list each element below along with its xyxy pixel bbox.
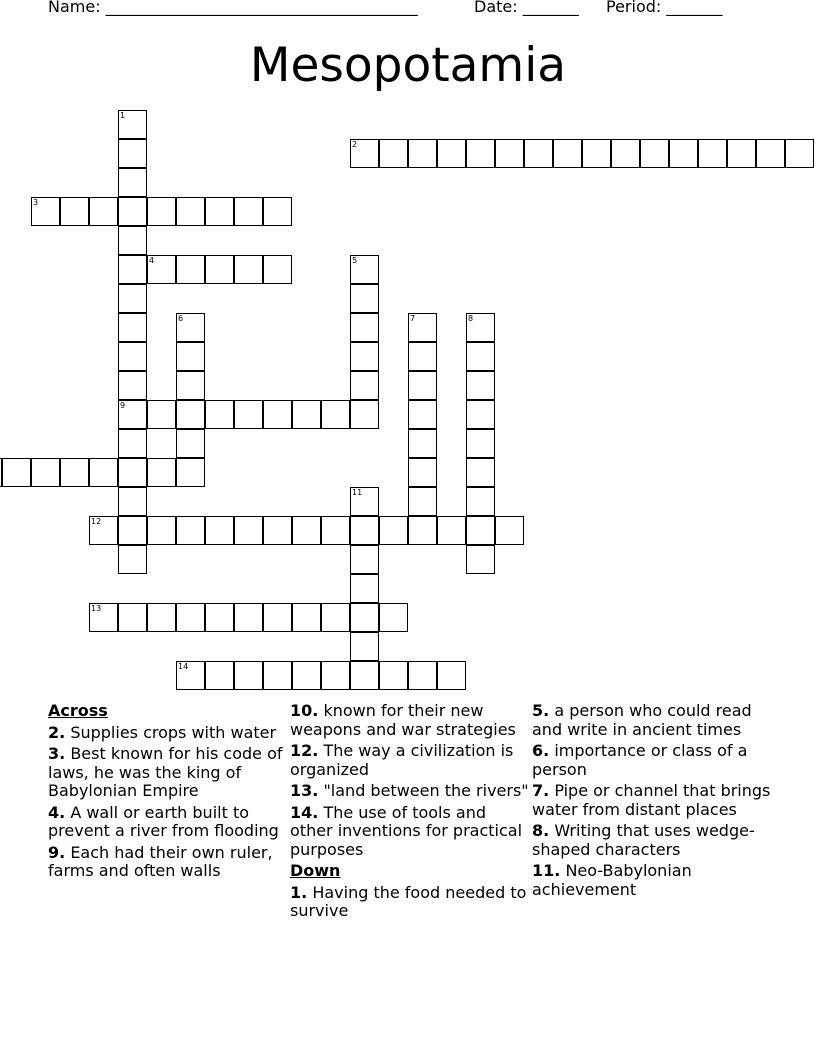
crossword-cell[interactable] [263,603,292,632]
clues-column-2 [290,702,530,924]
crossword-cell[interactable] [147,458,176,487]
clue-number: 13 [91,604,102,613]
name-field-label: Name: _______________________________________ [48,0,418,16]
clue-across-10: 10. known for their new weapons and war strategies [290,701,516,739]
down-heading: Down [290,861,341,880]
crossword-cell[interactable] [176,516,205,545]
crossword-cell[interactable] [118,487,147,516]
clue-across-3: 3. Best known for his code of laws, he was the king of Babylonian Empire [48,744,283,800]
crossword-cell[interactable] [118,458,147,487]
crossword-cell[interactable] [118,139,147,168]
crossword-cell[interactable] [176,371,205,400]
crossword-cell[interactable] [466,429,495,458]
crossword-cell[interactable] [553,139,582,168]
crossword-cell[interactable] [350,516,379,545]
crossword-cell[interactable] [292,603,321,632]
clue-number: 9 [120,401,126,410]
clue-number: 5 [352,256,358,265]
crossword-cell[interactable] [205,400,234,429]
crossword-cell[interactable] [350,313,379,342]
clue-number: 14 [178,662,189,671]
crossword-cell[interactable] [350,284,379,313]
crossword-cell[interactable] [118,371,147,400]
clue-down-11: 11. Neo-Babylonian achievement [532,861,692,899]
crossword-cell[interactable] [350,487,379,516]
crossword-cell[interactable] [350,400,379,429]
crossword-cell[interactable] [350,632,379,661]
crossword-cell[interactable] [466,516,495,545]
crossword-cell[interactable] [466,342,495,371]
crossword-cell[interactable] [147,603,176,632]
crossword-cell[interactable] [89,603,118,632]
crossword-cell[interactable] [234,197,263,226]
crossword-cell[interactable] [350,661,379,690]
crossword-cell[interactable] [234,516,263,545]
crossword-cell[interactable] [176,661,205,690]
clue-number: 3 [33,198,39,207]
clues-column-3 [532,702,772,902]
crossword-cell[interactable] [408,371,437,400]
crossword-cell[interactable] [321,603,350,632]
crossword-cell[interactable] [321,661,350,690]
crossword-cell[interactable] [205,516,234,545]
crossword-cell[interactable] [350,342,379,371]
crossword-cell[interactable] [118,429,147,458]
crossword-cell[interactable] [408,313,437,342]
crossword-cell[interactable] [31,197,60,226]
crossword-cell[interactable] [466,371,495,400]
crossword-cell[interactable] [118,284,147,313]
crossword-cell[interactable] [466,458,495,487]
crossword-cell[interactable] [118,545,147,574]
clue-across-14: 14. The use of tools and other inventions for practical purposes [290,802,523,859]
clue-down-5: 5. a person who could read and write in ancient times [532,701,752,739]
crossword-cell[interactable] [379,603,408,632]
clue-across-12: 12. The way a civilization is organized [290,741,514,779]
crossword-cell[interactable] [785,139,814,168]
crossword-cell[interactable] [640,139,669,168]
crossword-cell[interactable] [176,458,205,487]
crossword-cell[interactable] [205,603,234,632]
crossword-cell[interactable] [379,516,408,545]
clue-number: 12 [91,517,102,526]
crossword-cell[interactable] [408,487,437,516]
crossword-cell[interactable] [321,400,350,429]
crossword-cell[interactable] [466,487,495,516]
date-field-label: Date: _______ [474,0,579,16]
crossword-cell[interactable] [437,516,466,545]
crossword-cell[interactable] [292,400,321,429]
crossword-cell[interactable] [176,342,205,371]
crossword-cell[interactable] [60,197,89,226]
clue-down-6: 6. importance or class of a person [532,741,748,779]
crossword-cell[interactable] [350,603,379,632]
crossword-cell[interactable] [118,400,147,429]
crossword-cell[interactable] [118,313,147,342]
crossword-cell[interactable] [669,139,698,168]
crossword-cell[interactable] [408,458,437,487]
crossword-cell[interactable] [495,139,524,168]
crossword-cell[interactable] [350,371,379,400]
crossword-cell[interactable] [292,516,321,545]
across-heading: Across [48,701,108,720]
crossword-cell[interactable] [118,197,147,226]
crossword-cell[interactable] [321,516,350,545]
crossword-cell[interactable] [147,400,176,429]
crossword-cell[interactable] [118,226,147,255]
crossword-cell[interactable] [118,110,147,139]
crossword-cell[interactable] [147,197,176,226]
crossword-cell[interactable] [350,545,379,574]
crossword-cell[interactable] [176,400,205,429]
clue-number: 4 [149,256,155,265]
crossword-cell[interactable] [176,429,205,458]
clue-across-2: 2. Supplies crops with water [48,722,277,742]
crossword-cell[interactable] [408,516,437,545]
crossword-cell[interactable] [118,255,147,284]
crossword-cell[interactable] [89,516,118,545]
crossword-cell[interactable] [263,197,292,226]
crossword-cell[interactable] [408,429,437,458]
crossword-cell[interactable] [437,661,466,690]
crossword-cell[interactable] [466,400,495,429]
crossword-cell[interactable] [205,197,234,226]
crossword-cell[interactable] [263,516,292,545]
crossword-cell[interactable] [263,400,292,429]
crossword-cell[interactable] [176,603,205,632]
clue-down-7: 7. Pipe or channel that brings water from distant places [532,781,771,819]
crossword-cell[interactable] [466,313,495,342]
crossword-cell[interactable] [408,400,437,429]
crossword-cell[interactable] [611,139,640,168]
crossword-cell[interactable] [350,255,379,284]
crossword-cell[interactable] [205,255,234,284]
crossword-cell[interactable] [176,197,205,226]
clue-down-1: 1. Having the food needed to survive [290,882,527,920]
crossword-cell[interactable] [234,603,263,632]
period-field-label: Period: _______ [606,0,723,16]
crossword-cell[interactable] [234,661,263,690]
crossword-cell[interactable] [582,139,611,168]
crossword-cell[interactable] [756,139,785,168]
clue-number: 1 [120,111,126,120]
crossword-cell[interactable] [466,545,495,574]
crossword-cell[interactable] [524,139,553,168]
clues-column-1 [48,702,288,884]
crossword-cell[interactable] [118,168,147,197]
crossword-cell[interactable] [234,255,263,284]
crossword-cell[interactable] [118,342,147,371]
crossword-cell[interactable] [292,661,321,690]
crossword-cell[interactable] [408,342,437,371]
crossword-cell[interactable] [176,255,205,284]
crossword-cell[interactable] [118,516,147,545]
crossword-cell[interactable] [89,197,118,226]
clue-across-4: 4. A wall or earth built to prevent a river from flooding [48,802,279,840]
crossword-cell[interactable] [205,661,234,690]
crossword-cell[interactable] [350,139,379,168]
clue-number: 11 [352,488,363,497]
crossword-cell[interactable] [350,574,379,603]
crossword-cell[interactable] [147,516,176,545]
crossword-cell[interactable] [263,661,292,690]
crossword-cell[interactable] [2,458,31,487]
crossword-cell[interactable] [379,661,408,690]
clue-across-13: 13. "land between the rivers" [290,781,529,800]
crossword-cell[interactable] [408,139,437,168]
crossword-cell[interactable] [437,139,466,168]
crossword-cell[interactable] [466,139,495,168]
crossword-cell[interactable] [31,458,60,487]
crossword-cell[interactable] [727,139,756,168]
crossword-cell[interactable] [118,603,147,632]
crossword-cell[interactable] [263,255,292,284]
crossword-cell[interactable] [379,139,408,168]
crossword-cell[interactable] [408,661,437,690]
clue-down-8: 8. Writing that uses wedge-shaped characters [532,821,755,859]
puzzle-title: Mesopotamia [249,38,567,93]
crossword-cell[interactable] [147,255,176,284]
clue-number: 8 [468,314,474,323]
crossword-cell[interactable] [176,313,205,342]
crossword-cell[interactable] [495,516,524,545]
clue-across-9: 9. Each had their own ruler, farms and often walls [48,842,273,880]
crossword-cell[interactable] [698,139,727,168]
clue-number: 6 [178,314,184,323]
crossword-cell[interactable] [89,458,118,487]
clue-number: 7 [410,314,416,323]
crossword-cell[interactable] [60,458,89,487]
clue-number: 2 [352,140,358,149]
crossword-cell[interactable] [234,400,263,429]
